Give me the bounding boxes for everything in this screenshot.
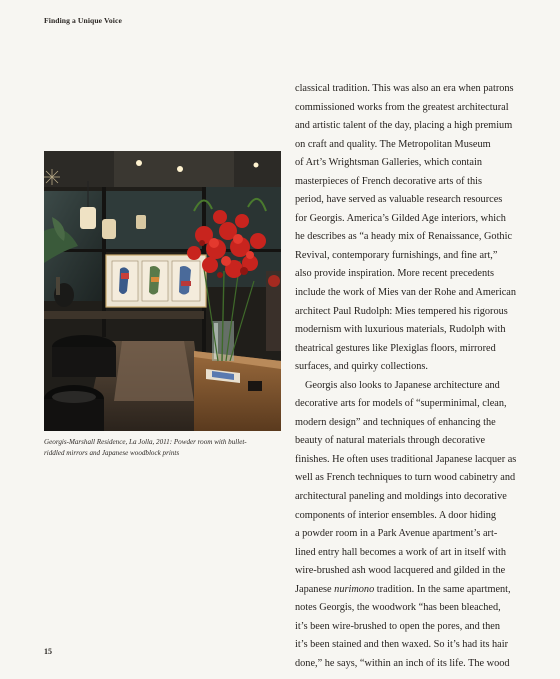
body-line: decorative arts for models of “superminimal, clean,	[295, 398, 507, 410]
body-line: masterpieces of French decorative arts of this	[295, 175, 482, 187]
body-line: of Art’s Wrightsman Galleries, which contain	[295, 157, 482, 169]
body-line: finishes. He often uses traditional Japanese lacquer as	[295, 453, 517, 465]
body-line: notes Georgis, the woodwork “has been bleached,	[295, 602, 501, 614]
body-line: period, have served as valuable research resources	[295, 194, 503, 206]
body-line: and artistic talent of the day, placing a high premium	[295, 120, 513, 132]
body-line: theatrical gestures like Plexiglas floors, mirrored	[295, 342, 496, 354]
body-line: beauty of natural materials through decorative	[295, 435, 486, 447]
body-line: also provide inspiration. More recent precedents	[295, 268, 495, 280]
body-line	[295, 581, 537, 600]
running-head: Finding a Unique Voice	[44, 16, 122, 25]
body-line: components of interior ensembles. A door hiding	[295, 509, 497, 521]
body-line: include the work of Mies van der Rohe and American	[295, 287, 517, 299]
body-line: architect Paul Rudolph: Mies tempered his rigorous	[295, 305, 508, 317]
body-line: Revival, contemporary furnishings, and fine art,”	[295, 249, 498, 261]
body-line: on craft and quality. The Metropolitan Museum	[295, 138, 491, 150]
body-line: Georgis also looks to Japanese architecture and	[305, 379, 500, 391]
powder-room-photo	[44, 151, 281, 431]
caption-line: Georgis-Marshall Residence, La Jolla, 2011: Powder room with bullet-	[44, 438, 247, 446]
body-line: done,” he says, “within an inch of its life. The wood	[295, 657, 510, 669]
body-text	[295, 80, 537, 674]
body-line: commissioned works from the greatest architectural	[295, 101, 509, 113]
body-line: for Georgis. America’s Gilded Age interiors, which	[295, 212, 506, 224]
body-line: lined entry hall becomes a work of art in itself with	[295, 546, 507, 558]
caption-line: riddled mirrors and Japanese woodblock prints	[44, 449, 180, 458]
body-line: modern design” and techniques of enhancing the	[295, 416, 496, 428]
body-line: architectural paneling and moldings into decorative	[295, 491, 507, 503]
italic-term: nurimono	[334, 583, 375, 595]
figure-caption	[44, 437, 284, 459]
body-line: he describes as “a heady mix of Renaissance, Gothic	[295, 231, 513, 243]
body-line-end: tradition. In the same apartment,	[376, 583, 511, 595]
body-line: wire-brushed ash wood lacquered and gilded in the	[295, 565, 506, 577]
body-line: well as French techniques to turn wood cabinetry and	[295, 472, 516, 484]
body-line: modernism with luxurious materials, Rudolph with	[295, 324, 506, 336]
body-line: a powder room in a Park Avenue apartment’s art-	[295, 528, 498, 540]
body-line: it’s been stained and then waxed. So it’s had its hair	[295, 639, 509, 651]
body-line-start: Japanese	[295, 583, 335, 595]
body-line: classical tradition. This was also an era when patrons	[295, 83, 514, 94]
page-number: 15	[44, 647, 52, 656]
body-line: surfaces, and quirky collections.	[295, 361, 428, 373]
body-line: it’s been wire-brushed to open the pores, and then	[295, 620, 501, 632]
